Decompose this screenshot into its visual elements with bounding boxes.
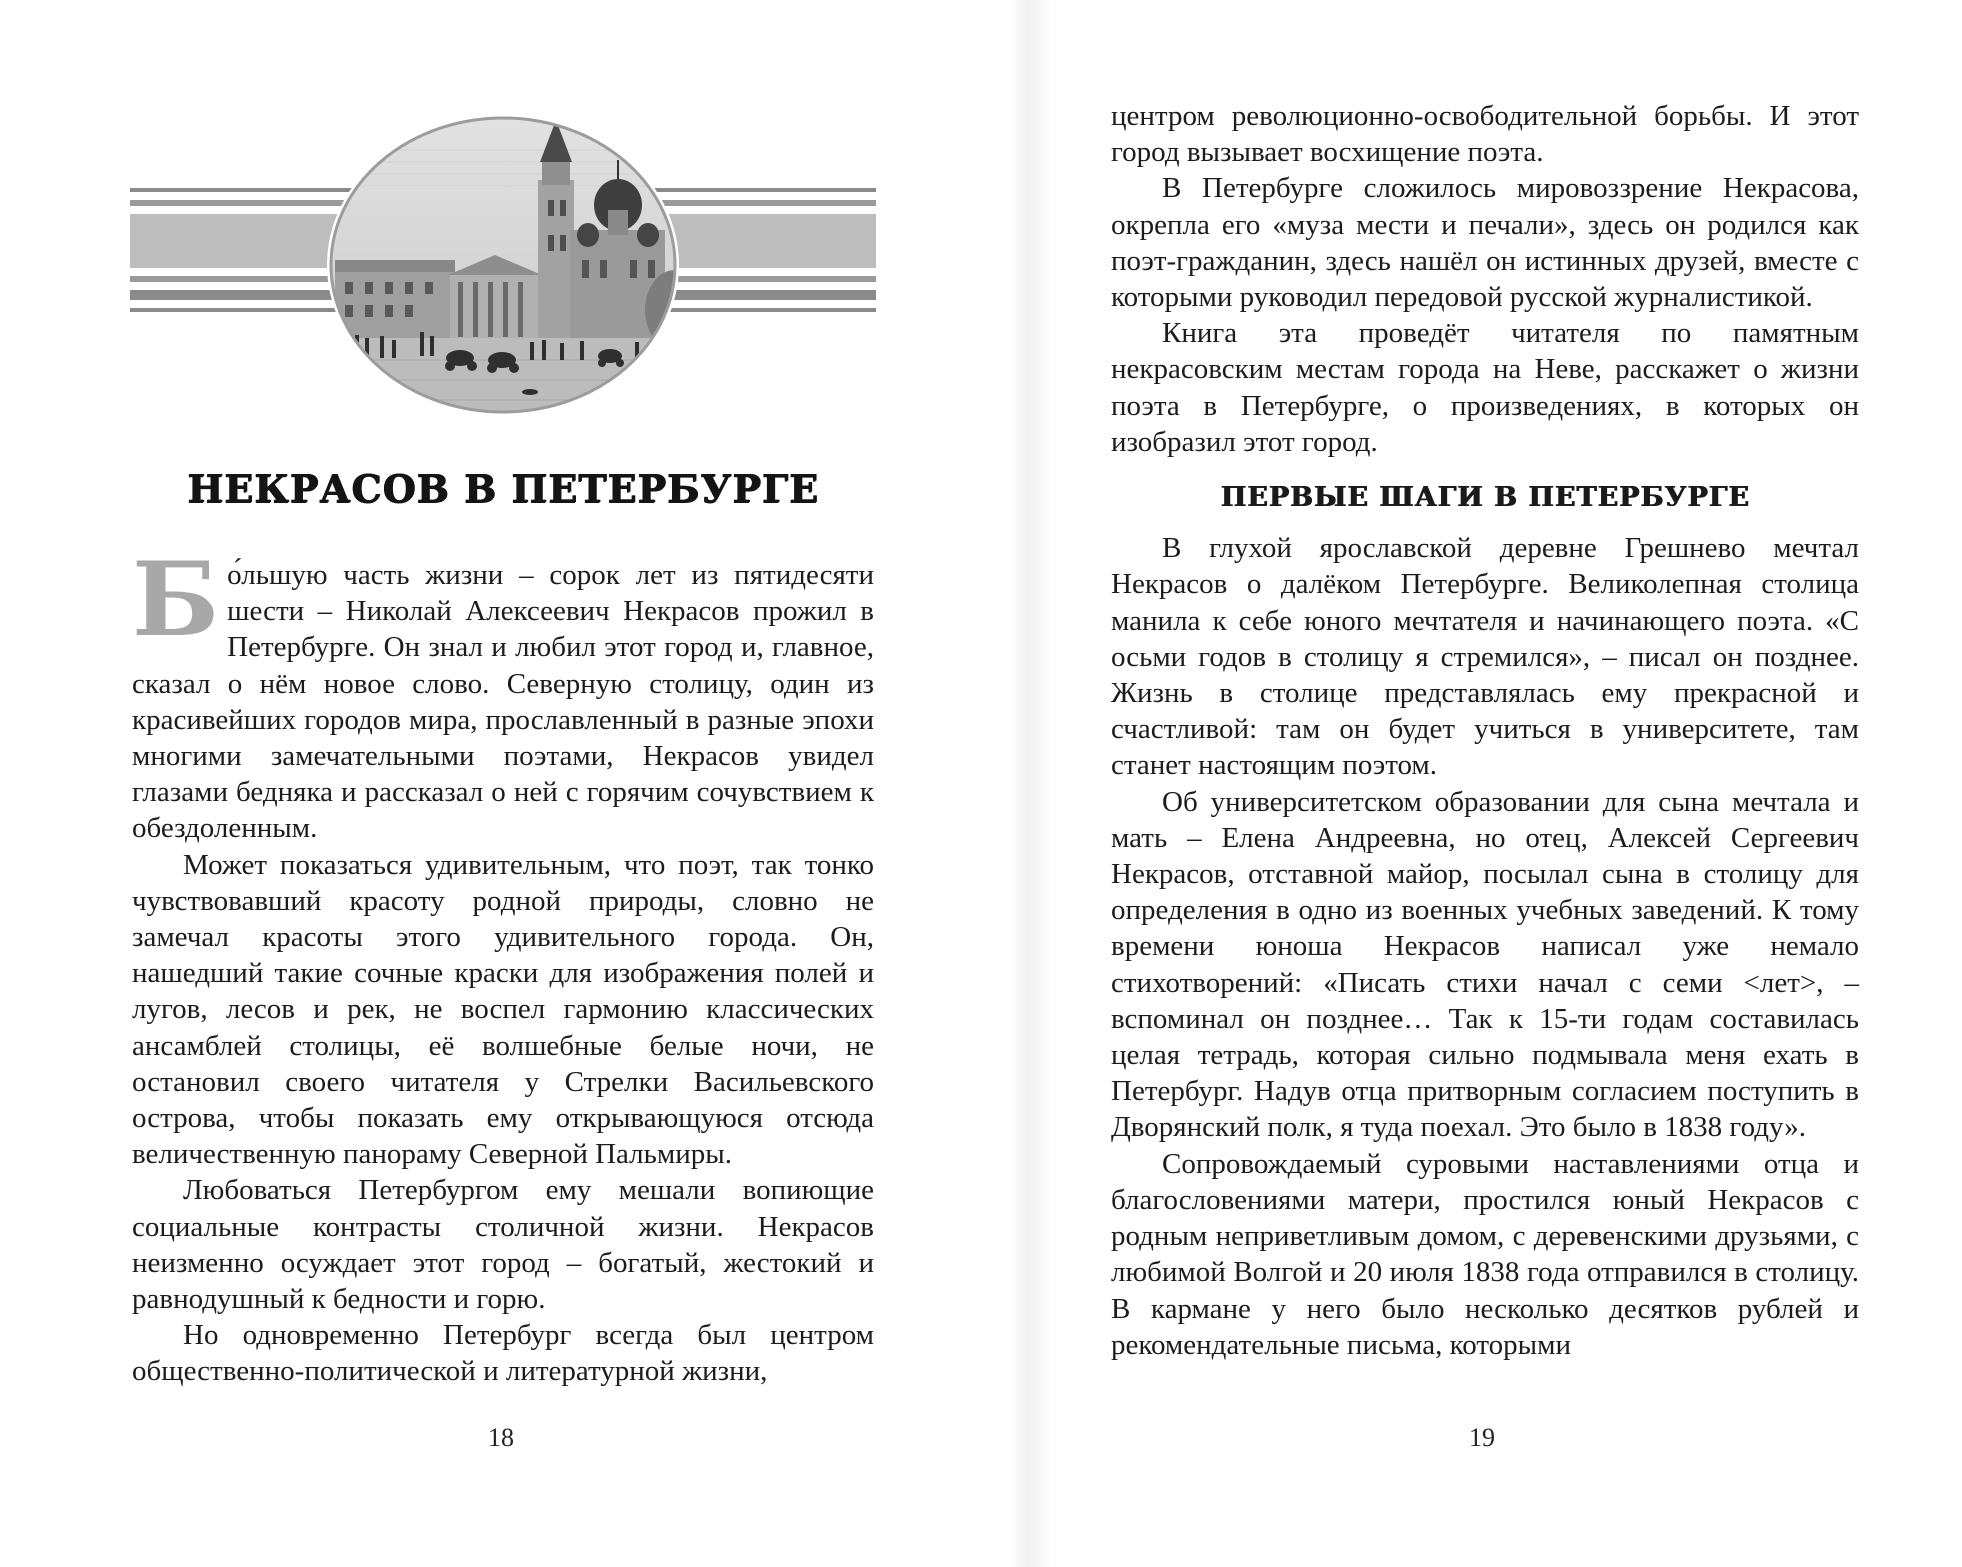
paragraph: Но одновременно Петербург всегда был центром общественно-политической и литературной жизни, (132, 1319, 874, 1388)
paragraph (132, 540, 874, 847)
drop-cap: Б (132, 540, 220, 660)
paragraph: В Петербурге сложилось мировоззрение Некрасова, окрепла его «муза мести и печали», здесь он родился как поэт-гражданин, здесь нашёл он истинных друзей, вместе с которыми руководил передовой русской журналистикой. (1111, 172, 1859, 314)
paragraph: В глухой ярославской деревне Грешнево мечтал Некрасов о далёком Петербурге. Великолепная столица манила к себе юного мечтателя и начинающего поэта. «С осьми годов в столицу я стремился», – писал он позднее. Жизнь в столице представлялась ему прекрасной и счастливой: там он будет учиться в университете, там станет настоящим поэтом. (1111, 532, 1859, 782)
paragraph: Сопровождаемый суровыми наставлениями отца и благословениями матери, простился юный Некрасов с родным неприветливым домом, с деревенскими друзьями, с любимой Волгой и 20 июля 1838 года отправился в столицу. В кармане у него было несколько десятков рублей и рекомендательные письма, которыми (1111, 1147, 1859, 1361)
right-page-body (1111, 98, 1859, 1363)
paragraph-text: о́льшую часть жизни – сорок лет из пятидесяти шести – Николай Алексеевич Некрасов прожил в Петербурге. Он знал и любил этот город и, главное, сказал о нём новое слово. Северную столицу, один из красивейших городов мира, прославленный в разные эпохи многими замечательными поэтами, Некрасов увидел глазами бедняка и рассказал о ней с горячим сочувствием к обездоленным. (132, 559, 874, 845)
page-number: 18 (488, 1423, 514, 1452)
paragraph: Может показаться удивительным, что поэт, так тонко чувствовавший красоту родной природы, словно не замечал красоты этого удивительного города. Он, нашедший такие сочные краски для изображения полей и лугов, лесов и рек, не воспел гармонию классических ансамблей столицы, её волшебные белые ночи, не остановил своего читателя у Стрелки Васильевского острова, чтобы показать ему открывающуюся отсюда величественную панораму Северной Пальмиры. (132, 848, 874, 1171)
cathedral-engraving-icon (320, 110, 705, 420)
book-gutter (1008, 0, 1052, 1567)
left-page-body (132, 540, 874, 1390)
paragraph: Об университетском образовании для сына мечтала и мать – Елена Андреевна, но отец, Алексей Сергеевич Некрасов, отставной майор, посылал сына в столицу для определения в одно из военных учебных заведений. К тому времени юноша Некрасов написал уже немало стихотворений: «Писать стихи начал с семи <лет>, – вспоминал он позднее… Так к 15-ти годам составилась целая тетрадь, которая сильно подмывала меня ехать в Петербург. Надув отца притворным согласием поступить в Дворянский полк, я туда поехал. Это было в 1838 году». (1111, 785, 1859, 1144)
page-number: 19 (1469, 1423, 1495, 1452)
paragraph: центром революционно-освободительной борьбы. И этот город вызывает восхищение поэта. (1111, 100, 1859, 169)
paragraph: Книга эта проведёт читателя по памятным некрасовским местам города на Неве, расскажет о жизни поэта в Петербурге, о произведениях, в которых он изобразил этот город. (1111, 317, 1859, 458)
section-title: ПЕРВЫЕ ШАГИ В ПЕТЕРБУРГЕ (1220, 482, 1750, 514)
paragraph: Любоваться Петербургом ему мешали вопиющие социальные контрасты столичной жизни. Некрасов неизменно осуждает этот город – богатый, жестокий и равнодушный к бедности и горю. (132, 1174, 874, 1316)
right-page (1050, 0, 1962, 1567)
chapter-title: НЕКРАСОВ В ПЕТЕРБУРГЕ (187, 466, 819, 511)
header-ornament (130, 110, 876, 420)
